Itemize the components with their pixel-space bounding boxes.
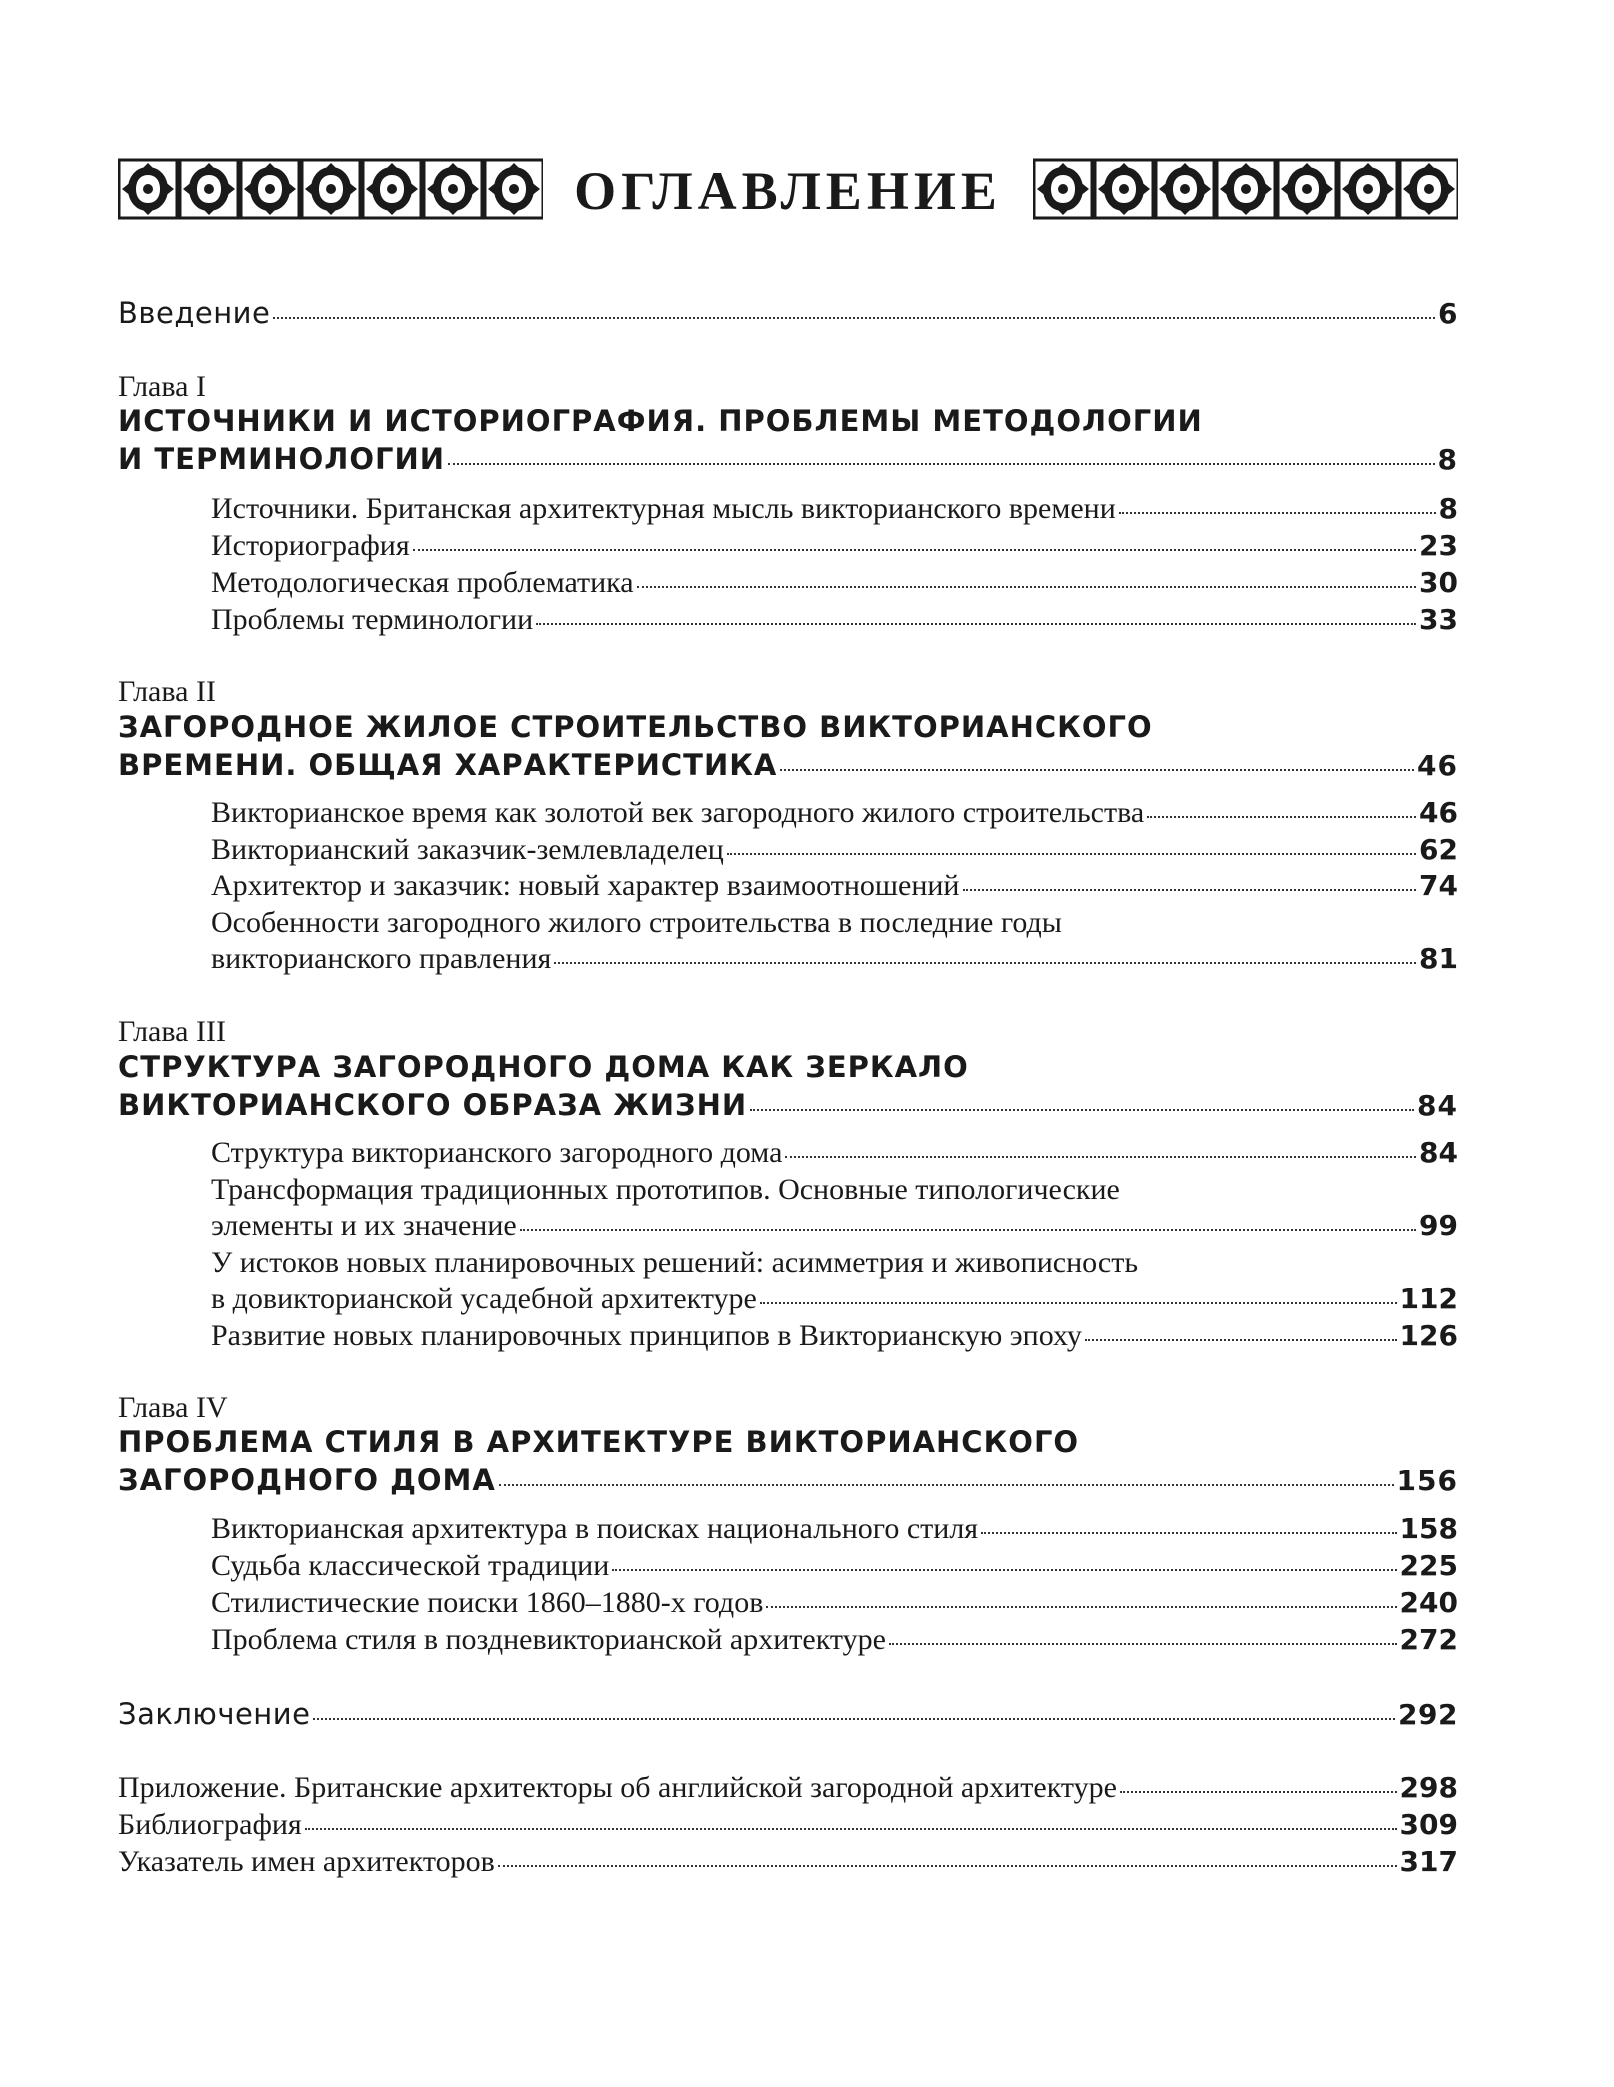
toc-entry-chapter-1[interactable] (118, 442, 1458, 476)
toc-entry-title: викторианского правления (211, 942, 552, 975)
toc-entry-title: Трансформация традиционных прототипов. Основные типологические (211, 1173, 1120, 1206)
toc-entry-title: Развитие новых планировочных принципов в Викторианскую эпоху (211, 1319, 1082, 1352)
toc-page-number: 240 (1399, 1586, 1458, 1619)
toc-entry-title: Методологическая проблематика (211, 566, 634, 599)
toc-entry-title: Викторианский заказчик-землевладелец (211, 833, 724, 866)
toc-entry-section[interactable] (211, 1136, 1458, 1170)
chapter-title: ПРОБЛЕМА СТИЛЯ В АРХИТЕКТУРЕ ВИКТОРИАНСКОГО (118, 1425, 1080, 1459)
toc-entry-section[interactable] (211, 1549, 1458, 1583)
chapter-label: Глава IV (118, 1391, 228, 1424)
toc-entry-title: в довикторианской усадебной архитектуре (211, 1282, 757, 1315)
toc-entry-chapter-2[interactable] (118, 748, 1458, 782)
toc-entry-bibliography[interactable] (118, 1808, 1458, 1842)
dot-leader (520, 1229, 1416, 1231)
dot-leader (760, 1302, 1397, 1304)
toc-entry-section[interactable] (211, 1586, 1458, 1620)
toc-entry-appendix[interactable] (118, 1771, 1458, 1805)
toc-entry-section[interactable] (211, 492, 1458, 526)
dot-leader (1147, 816, 1416, 818)
toc-page-number: 62 (1419, 833, 1458, 866)
toc-entry-section[interactable] (211, 529, 1458, 563)
dot-leader (963, 889, 1417, 891)
toc-entry-conclusion[interactable] (118, 1697, 1458, 1731)
toc-entry-title: Архитектор и заказчик: новый характер взаимоотношений (211, 869, 960, 902)
dot-leader (313, 1718, 1395, 1720)
toc-header (118, 150, 1458, 230)
dot-leader (727, 853, 1416, 855)
toc-page-number: 112 (1399, 1282, 1458, 1315)
dot-leader (305, 1828, 1397, 1830)
dot-leader (612, 1569, 1396, 1571)
toc-entry-title: Проблема стиля в поздневикторианской архитектуре (211, 1623, 886, 1656)
dot-leader (1119, 512, 1436, 514)
toc-page-number: 292 (1398, 1698, 1458, 1731)
toc-entry-title: Указатель имен архитекторов (118, 1845, 495, 1878)
toc-entry-section[interactable] (211, 942, 1458, 976)
dot-leader (413, 549, 1416, 551)
toc-page-number: 156 (1396, 1464, 1458, 1497)
toc-entry-title: Структура викторианского загородного дома (211, 1136, 783, 1169)
toc-entry-section[interactable] (211, 1512, 1458, 1546)
chapter-title: И ТЕРМИНОЛОГИИ (118, 442, 446, 476)
toc-page-number: 74 (1419, 869, 1458, 902)
toc-entry-title: Заключение (118, 1697, 311, 1731)
toc-entry-title: У истоков новых планировочных решений: асимметрия и живописность (211, 1246, 1139, 1279)
toc-entry-title: Историография (211, 529, 410, 562)
toc-page-number: 272 (1399, 1623, 1458, 1656)
dot-leader (766, 1606, 1396, 1608)
chapter-label: Глава III (118, 1015, 226, 1048)
toc-entry-chapter-4[interactable] (118, 1463, 1458, 1497)
toc-page-number: 46 (1417, 749, 1458, 782)
toc-entry-section[interactable] (211, 1319, 1458, 1353)
toc-entry-title: Викторианское время как золотой век загородного жилого строительства (211, 796, 1145, 829)
dot-leader (981, 1532, 1396, 1534)
toc-entry-title: Стилистические поиски 1860–1880-х годов (211, 1586, 764, 1619)
toc-entry-section[interactable] (211, 603, 1458, 637)
chapter-title: ВИКТОРИАНСКОГО ОБРАЗА ЖИЗНИ (118, 1088, 748, 1122)
dot-leader (499, 1484, 1394, 1486)
toc-page-number: 8 (1437, 443, 1458, 476)
toc-page-number: 23 (1419, 529, 1458, 562)
toc-page-number: 309 (1399, 1808, 1458, 1841)
toc-entry-title: Викторианская архитектура в поисках национального стиля (211, 1512, 979, 1545)
chapter-title: СТРУКТУРА ЗАГОРОДНОГО ДОМА КАК ЗЕРКАЛО (118, 1050, 969, 1084)
toc-entry-title: Судьба классической традиции (211, 1549, 610, 1582)
dot-leader (554, 962, 1416, 964)
toc-entry-title: Приложение. Британские архитекторы об английской загородной архитектуре (118, 1771, 1117, 1804)
toc-entry-title: элементы и их значение (211, 1209, 517, 1242)
dot-leader (273, 317, 1435, 319)
toc-page-number: 84 (1419, 1136, 1458, 1169)
toc-page-number: 30 (1419, 566, 1458, 599)
chapter-label: Глава I (118, 370, 206, 403)
chapter-title: ЗАГОРОДНОГО ДОМА (118, 1463, 496, 1497)
toc-page-number: 8 (1438, 492, 1458, 525)
toc-entry-title: Проблемы терминологии (211, 603, 534, 636)
toc-page-number: 99 (1419, 1209, 1458, 1242)
toc-page-number: 225 (1399, 1549, 1458, 1582)
toc-entry-title: Библиография (118, 1808, 302, 1841)
toc-entry-section[interactable] (211, 796, 1458, 830)
toc-entry-intro[interactable] (118, 296, 1458, 330)
toc-entry-section[interactable] (211, 833, 1458, 867)
dot-leader (637, 586, 1416, 588)
toc-page (118, 0, 1458, 2087)
toc-entry-section[interactable] (211, 566, 1458, 600)
toc-entry-section[interactable] (211, 869, 1458, 903)
toc-entry-title: Источники. Британская архитектурная мысль викторианского времени (211, 492, 1116, 525)
toc-page-number: 126 (1399, 1319, 1458, 1352)
dot-leader (448, 463, 1434, 465)
toc-entry-section[interactable] (211, 1282, 1458, 1316)
dot-leader (889, 1643, 1397, 1645)
toc-entry-section[interactable] (211, 1209, 1458, 1243)
toc-page-number: 298 (1399, 1771, 1458, 1804)
toc-entry-index[interactable] (118, 1845, 1458, 1879)
dot-leader (750, 1109, 1414, 1111)
dot-leader (498, 1865, 1397, 1867)
page-title: ОГЛАВЛЕНИЕ (574, 161, 1002, 221)
decorative-ornament-icon (1033, 158, 1458, 220)
toc-entry-section[interactable] (211, 1623, 1458, 1657)
chapter-title: ИСТОЧНИКИ И ИСТОРИОГРАФИЯ. ПРОБЛЕМЫ МЕТОДОЛОГИИ (118, 404, 1203, 438)
toc-page-number: 33 (1419, 603, 1458, 636)
dot-leader (536, 623, 1416, 625)
toc-page-number: 317 (1399, 1845, 1458, 1878)
toc-page-number: 46 (1419, 796, 1458, 829)
toc-entry-chapter-3[interactable] (118, 1088, 1458, 1122)
toc-entry-title: Введение (118, 296, 271, 330)
chapter-label: Глава II (118, 675, 216, 708)
dot-leader (1085, 1339, 1397, 1341)
toc-entry-title: Особенности загородного жилого строительства в последние годы (211, 906, 1062, 939)
dot-leader (1120, 1791, 1397, 1793)
dot-leader (785, 1156, 1416, 1158)
toc-page-number: 6 (1438, 297, 1458, 330)
toc-page-number: 81 (1419, 942, 1458, 975)
toc-page-number: 158 (1399, 1512, 1458, 1545)
dot-leader (780, 769, 1414, 771)
toc-page-number: 84 (1417, 1089, 1458, 1122)
chapter-title: ЗАГОРОДНОЕ ЖИЛОЕ СТРОИТЕЛЬСТВО ВИКТОРИАНСКОГО (118, 710, 1153, 744)
chapter-title: ВРЕМЕНИ. ОБЩАЯ ХАРАКТЕРИСТИКА (118, 748, 778, 782)
